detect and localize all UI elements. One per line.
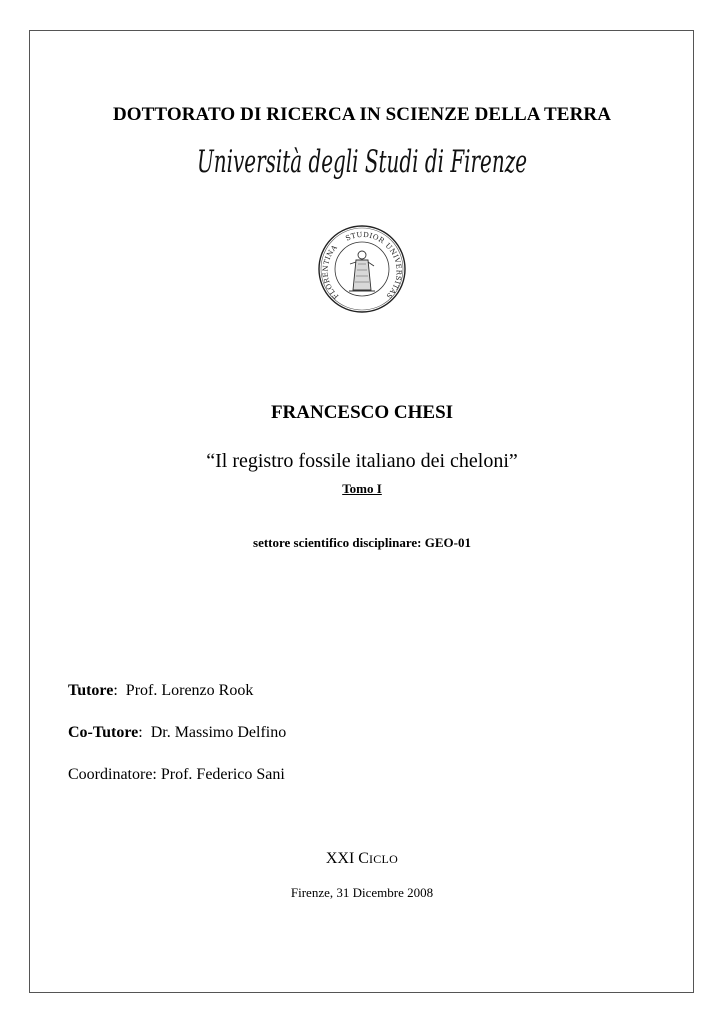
svg-text:UNIVERSITAS: UNIVERSITAS [383,241,403,301]
author-name: FRANCESCO CHESI [270,402,454,423]
cotutor-line: Co-Tutore: Dr. Massimo Delfino [68,724,287,741]
cycle-initial: C [358,850,369,867]
university-seal-icon [317,224,407,319]
tutor-label: Tutore [68,682,114,699]
tutor-line: Tutore: Prof. Lorenzo Rook [68,682,254,699]
cycle-number: XXI [325,850,355,867]
svg-text:STUDIORUM: STUDIOR [344,230,386,246]
cycle-rest: ICLO [368,852,399,866]
tutor-name: Prof. Lorenzo Rook [125,682,254,699]
coordinator-line: Coordinatore: Prof. Federico Sani [68,766,285,783]
thesis-title: “Il registro fossile italiano dei cheloni” [206,450,518,472]
doctorate-heading: DOTTORATO DI RICERCA IN SCIENZE DELLA TERRA [112,104,612,125]
university-name: Università degli Studi di Firenze [197,144,527,180]
place-date: Firenze, 31 Dicembre 2008 [290,885,434,900]
scientific-sector: settore scientifico disciplinare: GEO-01 [253,535,471,550]
svg-text:FLORENTINA: FLORENTINA [321,243,341,301]
cotutor-label: Co-Tutore [68,724,139,741]
university-logotype [0,138,724,186]
cotutor-name: Dr. Massimo Delfino [150,724,287,741]
cycle-label [0,850,724,868]
volume-label: Tomo I [342,481,382,496]
